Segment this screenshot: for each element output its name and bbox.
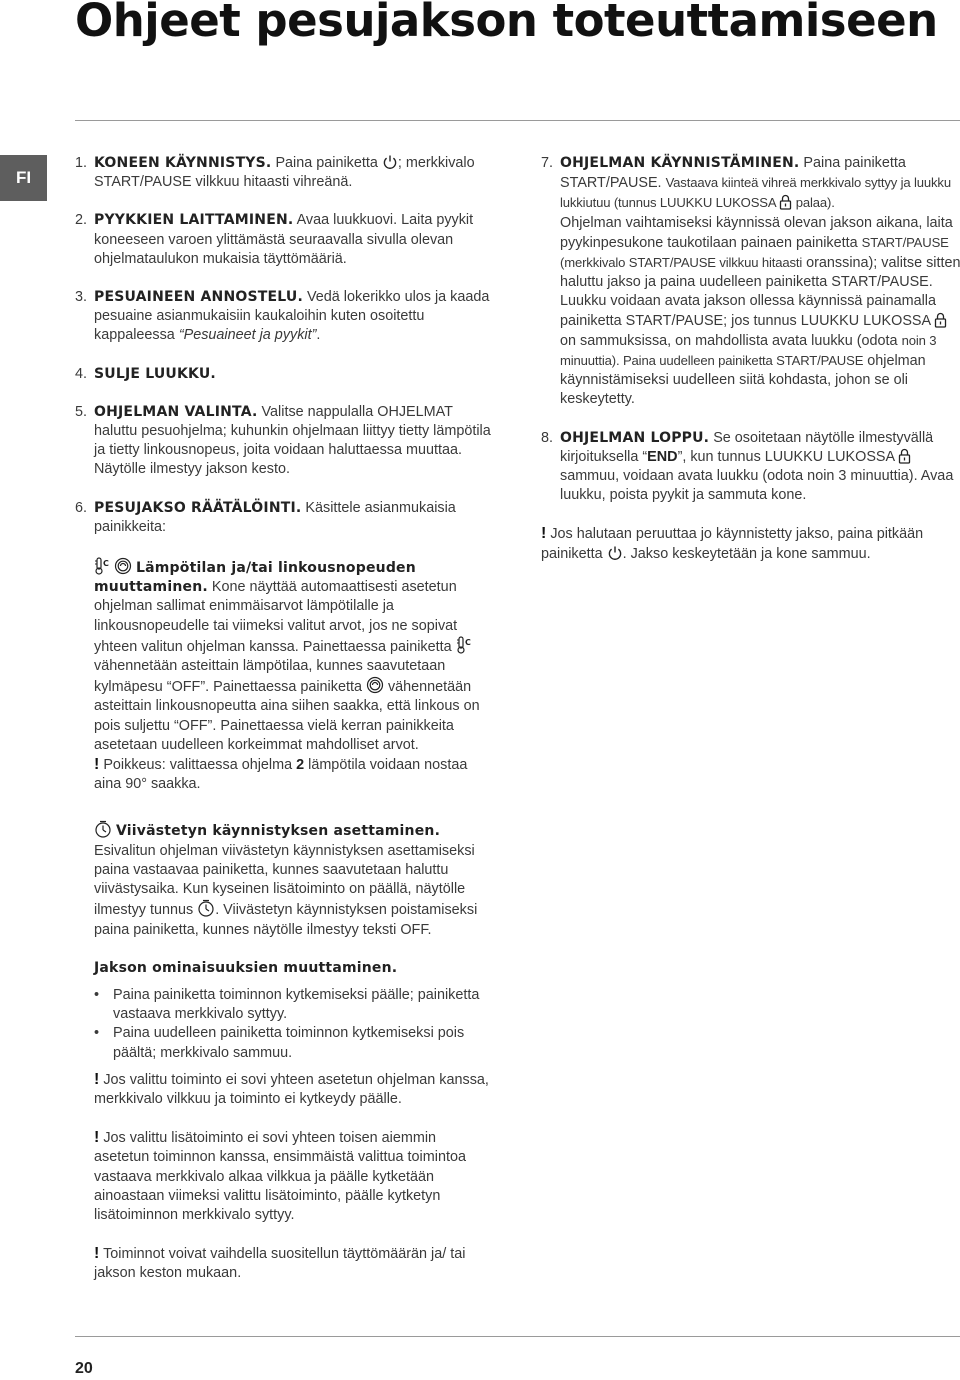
feature-bullet-list [94, 986, 495, 1063]
step-3: 3. PESUAINEEN ANNOSTELU. Vedä lokerikko ulos ja kaada pesuaine asianmukaisiin kaukaloihin kuten osoitettu kappaleessa “Pesuaineet ja pyykit”. [75, 289, 490, 344]
thermometer-icon [456, 636, 472, 654]
delay-timer-icon [94, 820, 112, 838]
temperature-spin-heading: Lämpötilan ja/tai linkousnopeuden muuttaminen. [94, 560, 416, 596]
delayed-start-section: Viivästetyn käynnistyksen asettaminen. Esivalitun ohjelman viivästetyn käynnistyksen asettamiseksi paina vastaavaa painiketta, kunnes saavutetaan haluttu viivästysaika. Kun kyseinen lisätoiminto on päällä, näytölle ilmestyy tunnus . Viivästetyn käynnistyksen poistamiseksi paina painiketta, kunnes näytölle ilmestyy teksti OFF. [94, 820, 495, 939]
page-number: 20 [75, 1360, 93, 1377]
step-3-heading: PESUAINEEN ANNOSTELU. [94, 289, 303, 306]
right-column [541, 154, 960, 564]
step-4: 4. SULJE LUUKKU. [75, 365, 216, 382]
padlock-icon [779, 194, 792, 210]
cycle-features-section [94, 959, 495, 1284]
step-6-heading: PESUJAKSO RÄÄTÄLÖINTI. [94, 499, 302, 516]
page-title: Ohjeet pesujakson toteuttamiseen [75, 0, 938, 47]
thermometer-icon [94, 557, 110, 575]
top-divider [75, 120, 960, 121]
step-2: 2. PYYKKIEN LAITTAMINEN. Avaa luukkuovi. Laita pyykit koneeseen varoen ylittämästä seuraavalla sivulla olevan ohjelmataulukon mukaisia täyttömääriä. [75, 212, 474, 267]
step-5-heading: OHJELMAN VALINTA. [94, 403, 258, 420]
padlock-icon [898, 448, 911, 464]
power-icon [382, 154, 398, 170]
step-7-heading: OHJELMAN KÄYNNISTÄMINEN. [560, 155, 800, 171]
list-item: • Paina painiketta toiminnon kytkemiseksi päälle; painiketta vastaava merkkivalo syttyy. [94, 986, 480, 1023]
feature-note-3: ! Toiminnot voivat vaihdella suositellun täyttömäärän ja/ tai jakson keston mukaan. [94, 1245, 466, 1282]
spin-icon [366, 676, 384, 694]
step-8: 8. OHJELMAN LOPPU. Se osoitetaan näytölle ilmestyvällä kirjoituksella “END”, kun tunnus LUUKKU LUKOSSA sammuu, voidaan avata luukku (odota noin 3 minuuttia). Avaa luukku, poista pyykit ja sammuta kone. [541, 429, 954, 504]
step-1-heading: KONEEN KÄYNNISTYS. [94, 155, 272, 171]
end-display-text: END [647, 448, 678, 465]
cancel-note: ! Jos halutaan peruuttaa jo käynnistetty jakso, paina pitkään painiketta . Jakso keskeytetään ja kone sammuu. [541, 525, 924, 562]
power-icon [607, 545, 623, 561]
language-tab: FI [0, 155, 47, 201]
step-8-heading: OHJELMAN LOPPU. [560, 429, 710, 446]
delay-timer-icon [197, 899, 215, 917]
step-4-heading: SULJE LUUKKU. [94, 365, 216, 382]
step-6: 6. PESUJAKSO RÄÄTÄLÖINTI. Käsittele asianmukaisia painikkeita: [75, 499, 456, 535]
svg-text:C: C [103, 559, 109, 569]
step-2-heading: PYYKKIEN LAITTAMINEN. [94, 212, 294, 229]
list-item: • Paina uudelleen painiketta toiminnon kytkemiseksi pois päältä; merkkivalo sammuu. [94, 1025, 465, 1061]
padlock-icon [934, 312, 947, 328]
delayed-start-heading: Viivästetyn käynnistyksen asettaminen. [116, 823, 441, 840]
step-7: 7. OHJELMAN KÄYNNISTÄMINEN. Paina painiketta START/PAUSE. Vastaava kiinteä vihreä merkkivalo syttyy ja luukku lukkiutuu (tunnus LUUKKU LUKOSSA palaa). Ohjelman vaihtamiseksi käynnissä olevan jakson aikana, laita pyykinpesukone taukotilaan painaen painiketta START/PAUSE (merkkivalo START/PAUSE vilkkuu hitaasti oranssina); valitse sitten haluttu jakso ja paina uudelleen painiketta START/PAUSE. Luukku voidaan avata jakson ollessa käynnissä painamalla painiketta START/PAUSE; jos tunnus LUUKKU LUKOSSA on sammuksissa, on mahdollista avata luukku (odota noin 3 minuuttia). Paina uudelleen painiketta START/PAUSE ohjelman käynnistämiseksi uudelleen siitä kohdasta, johon se oli keskeytetty. [541, 155, 960, 408]
left-column [75, 154, 495, 1284]
feature-note-2: ! Jos valittu lisätoiminto ei sovi yhteen toisen aiemmin asetetun toiminnon kanssa, ensimmäistä valittua toimintoa vastaava merkkivalo alkaa vilkkua ja päälle kytketään ainoastaan viimeksi valittu lisätoiminto, päälle kytketyn lisätoiminnon merkkivalo syttyy. [94, 1129, 466, 1223]
svg-text:C: C [464, 637, 471, 647]
temperature-spin-section: C Lämpötilan ja/tai linkousnopeuden muuttaminen. Kone näyttää automaattisesti asetetun ohjelman sallimat enimmäisarvot lämpötilalle ja linkousnopeudelle tai viimeksi valitut arvot, jos ne sopivat yhteen valitun ohjelman kanssa. Painettaessa painiketta C vähennetään asteittain lämpötilaa, kunnes saavutetaan kylmäpesu “OFF”. Painettaessa painiketta vähennetään asteittain linkousnopeutta aina siihen saakka, että linkous on pois suljettu “OFF”. Painettaessa vielä kerran painikkeita asetetaan uudelleen korkeimmat mahdolliset arvot. ! Poikkeus: valittaessa ohjelma 2 lämpötila voidaan nostaa aina 90° saakka. [94, 559, 480, 793]
step-5: 5. OHJELMAN VALINTA. Valitse nappulalla OHJELMAT haluttu pesuohjelma; kuhunkin ohjelmaan liittyy tietty lämpötila ja tietty linkousnopeus, joita voidaan haluttaessa muuttaa. Näytölle ilmestyy jakson kesto. [75, 403, 491, 478]
cycle-features-heading: Jakson ominaisuuksien muuttaminen. [94, 959, 398, 976]
step-1: 1. KONEEN KÄYNNISTYS. Paina painiketta ; merkkivalo START/PAUSE vilkkuu hitaasti vihreänä. [75, 155, 475, 191]
feature-note-1: ! Jos valittu toiminto ei sovi yhteen asetetun ohjelman kanssa, merkkivalo vilkkuu ja toiminto ei kytkeydy päälle. [94, 1070, 489, 1107]
spin-icon [114, 557, 132, 575]
bottom-divider [75, 1336, 960, 1337]
